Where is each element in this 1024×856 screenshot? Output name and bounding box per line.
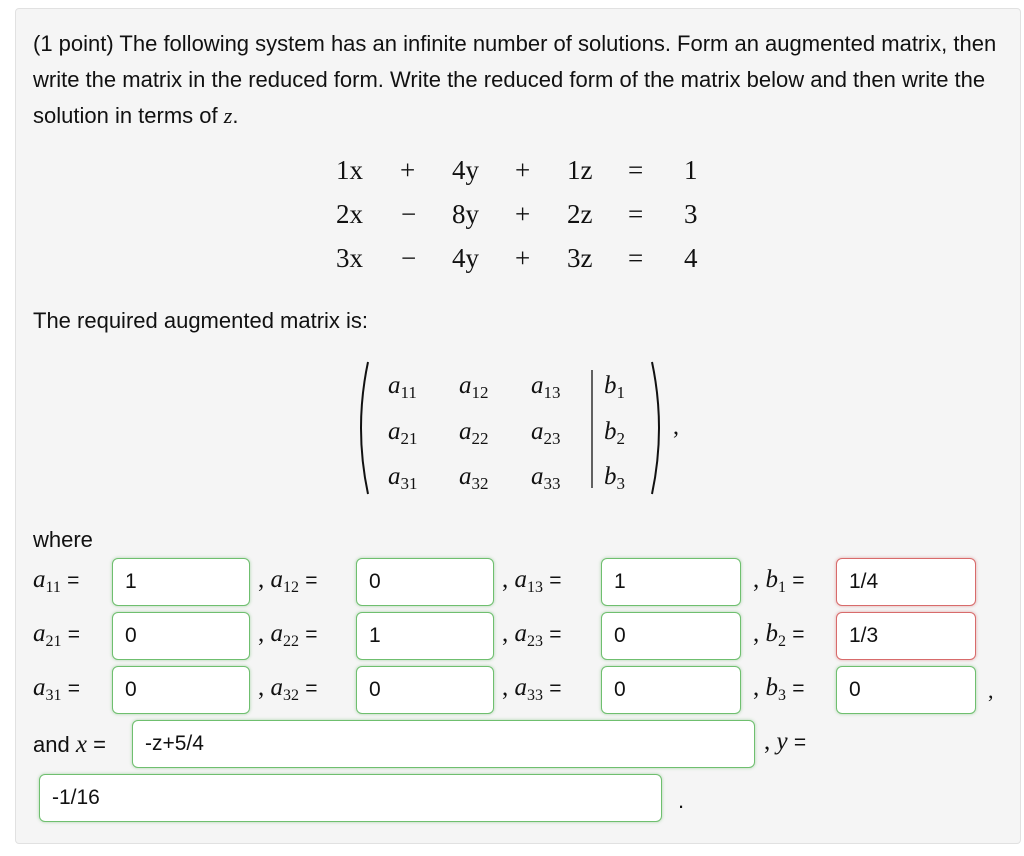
input-b1[interactable]: 1/4: [836, 558, 976, 606]
input-b2[interactable]: 1/3: [836, 612, 976, 660]
matrix-comma: ,: [673, 414, 679, 440]
sym-a32: $a_{32}$: [459, 463, 489, 493]
eq1-eq: =: [628, 155, 644, 185]
label-a33: , $a_{33}$ =: [502, 674, 562, 704]
final-period: .: [678, 788, 685, 813]
eq2-y: 8y: [452, 199, 479, 229]
eq2-z: 2z: [567, 199, 593, 229]
sym-a31: $a_{31}$: [388, 463, 418, 493]
label-b2: , $b_2$ =: [753, 620, 805, 650]
input-a31[interactable]: 0: [112, 666, 250, 714]
label-a32: , $a_{32}$ =: [258, 674, 318, 704]
input-a32[interactable]: 0: [356, 666, 494, 714]
intro-variable: z: [223, 103, 233, 128]
eq3-y: 4y: [452, 243, 479, 273]
sym-b3: $b_3$: [604, 463, 625, 493]
input-a33[interactable]: 0: [601, 666, 741, 714]
input-a23[interactable]: 0: [601, 612, 741, 660]
input-y[interactable]: -1/16: [39, 774, 662, 822]
input-a22[interactable]: 1: [356, 612, 494, 660]
augmented-label: The required augmented matrix is:: [33, 308, 369, 333]
sym-b2: $b_2$: [604, 418, 625, 448]
sym-a22: $a_{22}$: [459, 418, 489, 448]
eq2-op2: +: [515, 199, 531, 229]
problem-statement: (1 point) The following system has an infinite number of solutions. Form an augmented matrix, then write the matrix in the reduced form. Write the reduced form of the matrix below and then write the solution in terms of z.: [33, 31, 997, 128]
sym-a12: $a_{12}$: [459, 372, 489, 402]
eq3-z: 3z: [567, 243, 593, 273]
eq2-op1: −: [401, 199, 417, 229]
label-y: , y =: [764, 728, 807, 755]
eq3-rhs: 4: [684, 243, 698, 273]
label-b1: , $b_1$ =: [753, 566, 805, 596]
eq2-rhs: 3: [684, 199, 698, 229]
input-x[interactable]: -z+5/4: [132, 720, 755, 768]
eq1-z: 1z: [567, 155, 593, 185]
and-x-label: and x =: [33, 731, 106, 758]
label-a22: , $a_{22}$ =: [258, 620, 318, 650]
label-a11: $a_{11}$ =: [33, 566, 80, 596]
eq1-op1: +: [400, 155, 416, 185]
sym-a11: $a_{11}$: [388, 372, 417, 402]
sym-b1: $b_1$: [604, 372, 625, 402]
input-a13[interactable]: 1: [601, 558, 741, 606]
row3-comma: ,: [988, 678, 994, 703]
eq3-eq: =: [628, 243, 644, 273]
label-a12: , $a_{12}$ =: [258, 566, 318, 596]
sym-a13: $a_{13}$: [531, 372, 561, 402]
label-a13: , $a_{13}$ =: [502, 566, 562, 596]
eq3-x: 3x: [336, 243, 363, 273]
eq1-op2: +: [515, 155, 531, 185]
eq3-op2: +: [515, 243, 531, 273]
eq2-eq: =: [628, 199, 644, 229]
input-a12[interactable]: 0: [356, 558, 494, 606]
label-a23: , $a_{23}$ =: [502, 620, 562, 650]
sym-a23: $a_{23}$: [531, 418, 561, 448]
label-a31: $a_{31}$ =: [33, 674, 81, 704]
label-a21: $a_{21}$ =: [33, 620, 81, 650]
eq2-x: 2x: [336, 199, 363, 229]
sym-a33: $a_{33}$: [531, 463, 561, 493]
eq3-op1: −: [401, 243, 417, 273]
input-b3[interactable]: 0: [836, 666, 976, 714]
input-a11[interactable]: 1: [112, 558, 250, 606]
input-a21[interactable]: 0: [112, 612, 250, 660]
eq1-x: 1x: [336, 155, 363, 185]
eq1-y: 4y: [452, 155, 479, 185]
sym-a21: $a_{21}$: [388, 418, 418, 448]
eq1-rhs: 1: [684, 155, 698, 185]
where-label: where: [33, 527, 93, 552]
label-b3: , $b_3$ =: [753, 674, 805, 704]
